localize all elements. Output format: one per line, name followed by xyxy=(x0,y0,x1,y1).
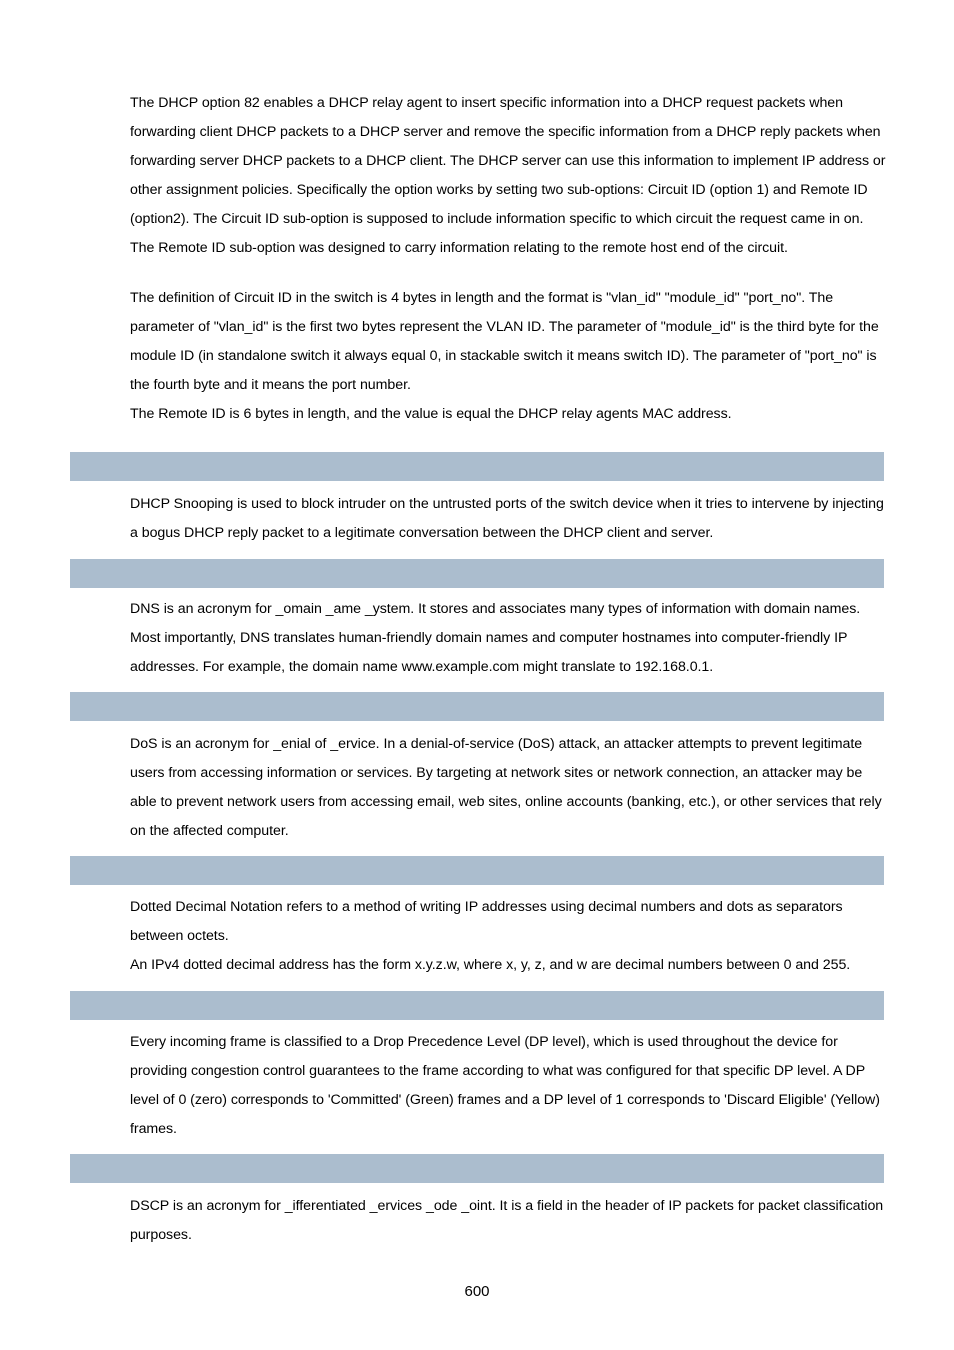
section-bar-drop-precedence xyxy=(70,991,884,1020)
paragraph-text: An IPv4 dotted decimal address has the form x.y.z.w, where x, y, z, and w are decimal numbers between 0 and 255. xyxy=(130,957,851,973)
circuit-id-paragraph xyxy=(130,284,886,429)
section-bar-dns xyxy=(70,559,884,588)
paragraph-text: The Remote ID is 6 bytes in length, and the value is equal the DHCP relay agents MAC address. xyxy=(130,406,732,422)
paragraph-text: The definition of Circuit ID in the switch is 4 bytes in length and the format is "vlan_id" "module_id" "port_no". The parameter of "vlan_id" is the first two bytes represent the VLAN ID. The parameter of "module_id" is the third byte for the module ID (in standalone switch it always equal 0, in stackable switch it means switch ID). The parameter of "port_no" is the fourth byte and it means the port number. xyxy=(130,290,879,393)
dhcp-snooping-paragraph xyxy=(130,490,886,548)
dns-paragraph xyxy=(130,595,886,682)
page-number: 600 xyxy=(464,1283,490,1300)
drop-precedence-paragraph xyxy=(130,1028,886,1144)
dotted-decimal-paragraph xyxy=(130,893,886,980)
paragraph-text: Dotted Decimal Notation refers to a method of writing IP addresses using decimal numbers and dots as separators between octets. xyxy=(130,899,843,944)
section-bar-dhcp-snooping xyxy=(70,452,884,481)
dscp-paragraph xyxy=(130,1192,886,1250)
dhcp-option82-paragraph xyxy=(130,89,886,263)
section-bar-dscp xyxy=(70,1154,884,1183)
paragraph-text: Every incoming frame is classified to a Drop Precedence Level (DP level), which is used throughout the device for providing congestion control guarantees to the frame according to what was configured for that specific DP level. A DP level of 0 (zero) corresponds to 'Committed' (Green) frames and a DP level of 1 corresponds to 'Discard Eligible' (Yellow) frames. xyxy=(130,1034,880,1137)
paragraph-text: DNS is an acronym for _omain _ame _ystem. It stores and associates many types of information with domain names. Most importantly, DNS translates human-friendly domain names and computer hostnames into computer-friendly IP addresses. For example, the domain name www.example.com might translate to 192.168.0.1. xyxy=(130,601,861,675)
paragraph-text: DHCP Snooping is used to block intruder on the untrusted ports of the switch device when it tries to intervene by injecting a bogus DHCP reply packet to a legitimate conversation between the DHCP client and server. xyxy=(130,496,884,541)
dos-paragraph xyxy=(130,730,886,846)
paragraph-text: DoS is an acronym for _enial of _ervice. In a denial-of-service (DoS) attack, an attacker attempts to prevent legitimate users from accessing information or services. By targeting at network sites or network connection, an attacker may be able to prevent network users from accessing email, web sites, online accounts (banking, etc.), or other services that rely on the affected computer. xyxy=(130,736,882,839)
paragraph-text: DSCP is an acronym for _ifferentiated _ervices _ode _oint. It is a field in the header of IP packets for packet classification purposes. xyxy=(130,1198,884,1243)
section-bar-dotted-decimal xyxy=(70,856,884,885)
paragraph-text: The DHCP option 82 enables a DHCP relay agent to insert specific information into a DHCP request packets when forwarding client DHCP packets to a DHCP server and remove the specific information from a DHCP reply packets when forwarding server DHCP packets to a DHCP client. The DHCP server can use this information to implement IP address or other assignment policies. Specifically the option works by setting two sub-options: Circuit ID (option 1) and Remote ID (option2). The Circuit ID sub-option is supposed to include information specific to which circuit the request came in on. The Remote ID sub-option was designed to carry information relating to the remote host end of the circuit. xyxy=(130,95,886,256)
section-bar-dos xyxy=(70,692,884,721)
